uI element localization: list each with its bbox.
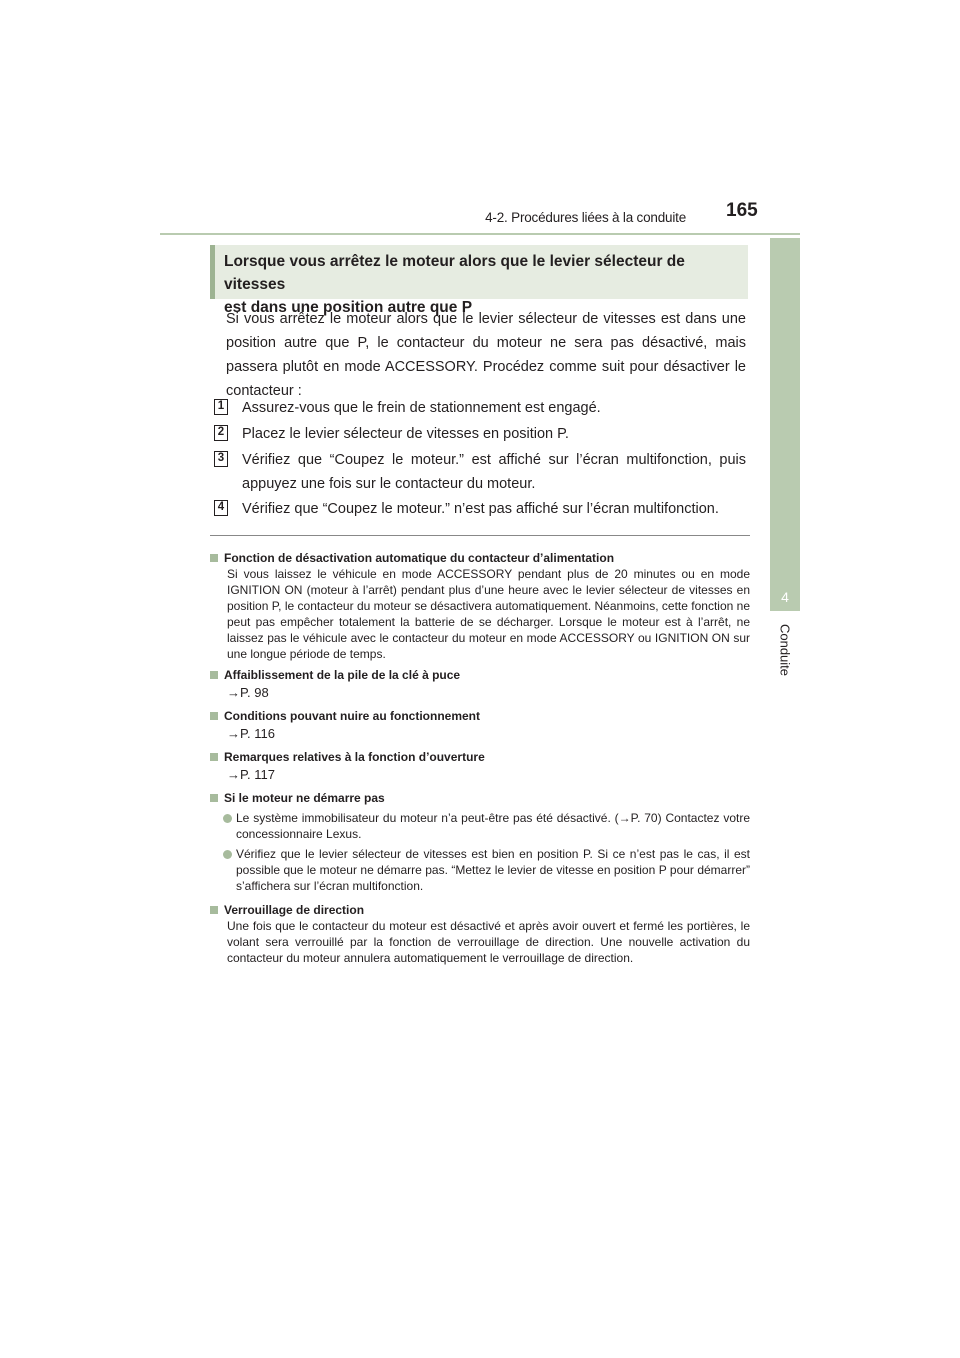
step-4 [214, 497, 746, 521]
chapter-label-container [775, 620, 795, 680]
list-item [223, 810, 750, 842]
note-heading [210, 749, 750, 765]
note-title: Remarques relatives à la fonction d’ouverture [224, 750, 485, 764]
square-bullet-icon [210, 906, 218, 914]
section-divider [210, 535, 750, 536]
round-bullet-icon [223, 814, 232, 823]
square-bullet-icon [210, 712, 218, 720]
chapter-tab [770, 238, 800, 611]
step-text-3: Vérifiez que “Coupez le moteur.” est affiché sur l’écran multifonction, puis appuyez une fois sur le contacteur du moteur. [242, 452, 746, 492]
header-rule [160, 233, 800, 235]
note-text: Une fois que le contacteur du moteur est désactivé et après avoir ouvert et fermé les portières, le volant sera verrouillé par la fonction de verrouillage de direction. Une nouvelle activation du contacteur du moteur annulera automatiquement le verrouillage de direction. [227, 919, 750, 965]
page-reference-link[interactable]: →P. 116 [227, 726, 275, 741]
page-reference-link[interactable]: →P. 98 [227, 685, 269, 700]
step-text-4: Vérifiez que “Coupez le moteur.” n’est pas affiché sur l’écran multifonction. [242, 501, 719, 517]
step-number-2: 2 [214, 425, 228, 441]
bullet-text: Vérifiez que le levier sélecteur de vitesses est bien en position P. Si ce n’est pas le cas, il est possible que le moteur ne démarre pas. “Mettez le levier de vitesse en position P pour démarrer” s’affichera sur l’écran multifonction. [236, 847, 750, 893]
notes-section [210, 545, 750, 966]
section-title-line-2: est dans une position autre que P [224, 299, 473, 316]
note-title: Conditions pouvant nuire au fonctionnement [224, 709, 480, 723]
note-title: Affaiblissement de la pile de la clé à puce [224, 668, 461, 682]
section-title-box [210, 245, 748, 316]
page-number: 165 [726, 200, 758, 221]
note-title: Verrouillage de direction [224, 903, 365, 917]
page-reference-link[interactable]: →P. 117 [227, 767, 275, 782]
round-bullet-icon [223, 850, 232, 859]
square-bullet-icon [210, 554, 218, 562]
note-heading [210, 790, 750, 806]
chapter-label: Conduite [777, 623, 793, 677]
step-2 [214, 422, 746, 446]
step-text-2: Placez le levier sélecteur de vitesses en position P. [242, 426, 569, 442]
bullet-text: Le système immobilisateur du moteur n’a peut-être pas été désactivé. (→P. 70) Contactez votre concessionnaire Lexus. [236, 811, 750, 841]
square-bullet-icon [210, 671, 218, 679]
running-header-section: 4-2. Procédures liées à la conduite [485, 210, 686, 225]
note-heading [210, 550, 750, 566]
step-number-3: 3 [214, 451, 228, 467]
intro-paragraph: Si vous arrêtez le moteur alors que le levier sélecteur de vitesses est dans une position autre que P, le contacteur du moteur ne sera pas désactivé, mais passera plutôt en mode ACCESSORY. Procédez comme suit pour désactiver le contacteur : [226, 311, 746, 399]
chapter-number: 4 [781, 589, 789, 605]
note-heading [210, 667, 750, 683]
step-number-4: 4 [214, 500, 228, 516]
note-title: Fonction de désactivation automatique du contacteur d’alimentation [224, 551, 615, 565]
note-heading [210, 708, 750, 724]
step-1 [214, 396, 746, 420]
note-heading [210, 902, 750, 918]
step-number-1: 1 [214, 399, 228, 415]
step-text-1: Assurez-vous que le frein de stationnement est engagé. [242, 400, 601, 416]
note-title: Si le moteur ne démarre pas [224, 791, 385, 805]
section-title-line-1: Lorsque vous arrêtez le moteur alors que le levier sélecteur de vitesses [224, 253, 685, 293]
list-item [223, 846, 750, 894]
square-bullet-icon [210, 794, 218, 802]
square-bullet-icon [210, 753, 218, 761]
step-3 [214, 448, 746, 496]
note-text: Si vous laissez le véhicule en mode ACCESSORY pendant plus de 20 minutes ou en mode IGNITION ON (moteur à l’arrêt) pendant plus d’une heure avec le levier sélecteur de vitesses en position P, le contacteur du moteur se désactivera automatiquement. Néanmoins, cette fonction ne peut pas empêcher totalement la batterie de se décharger. Lorsque le moteur est à l’arrêt, ne laissez pas le véhicule avec le contacteur du moteur en mode ACCESSORY ou IGNITION ON sur une longue période de temps. [227, 567, 750, 661]
